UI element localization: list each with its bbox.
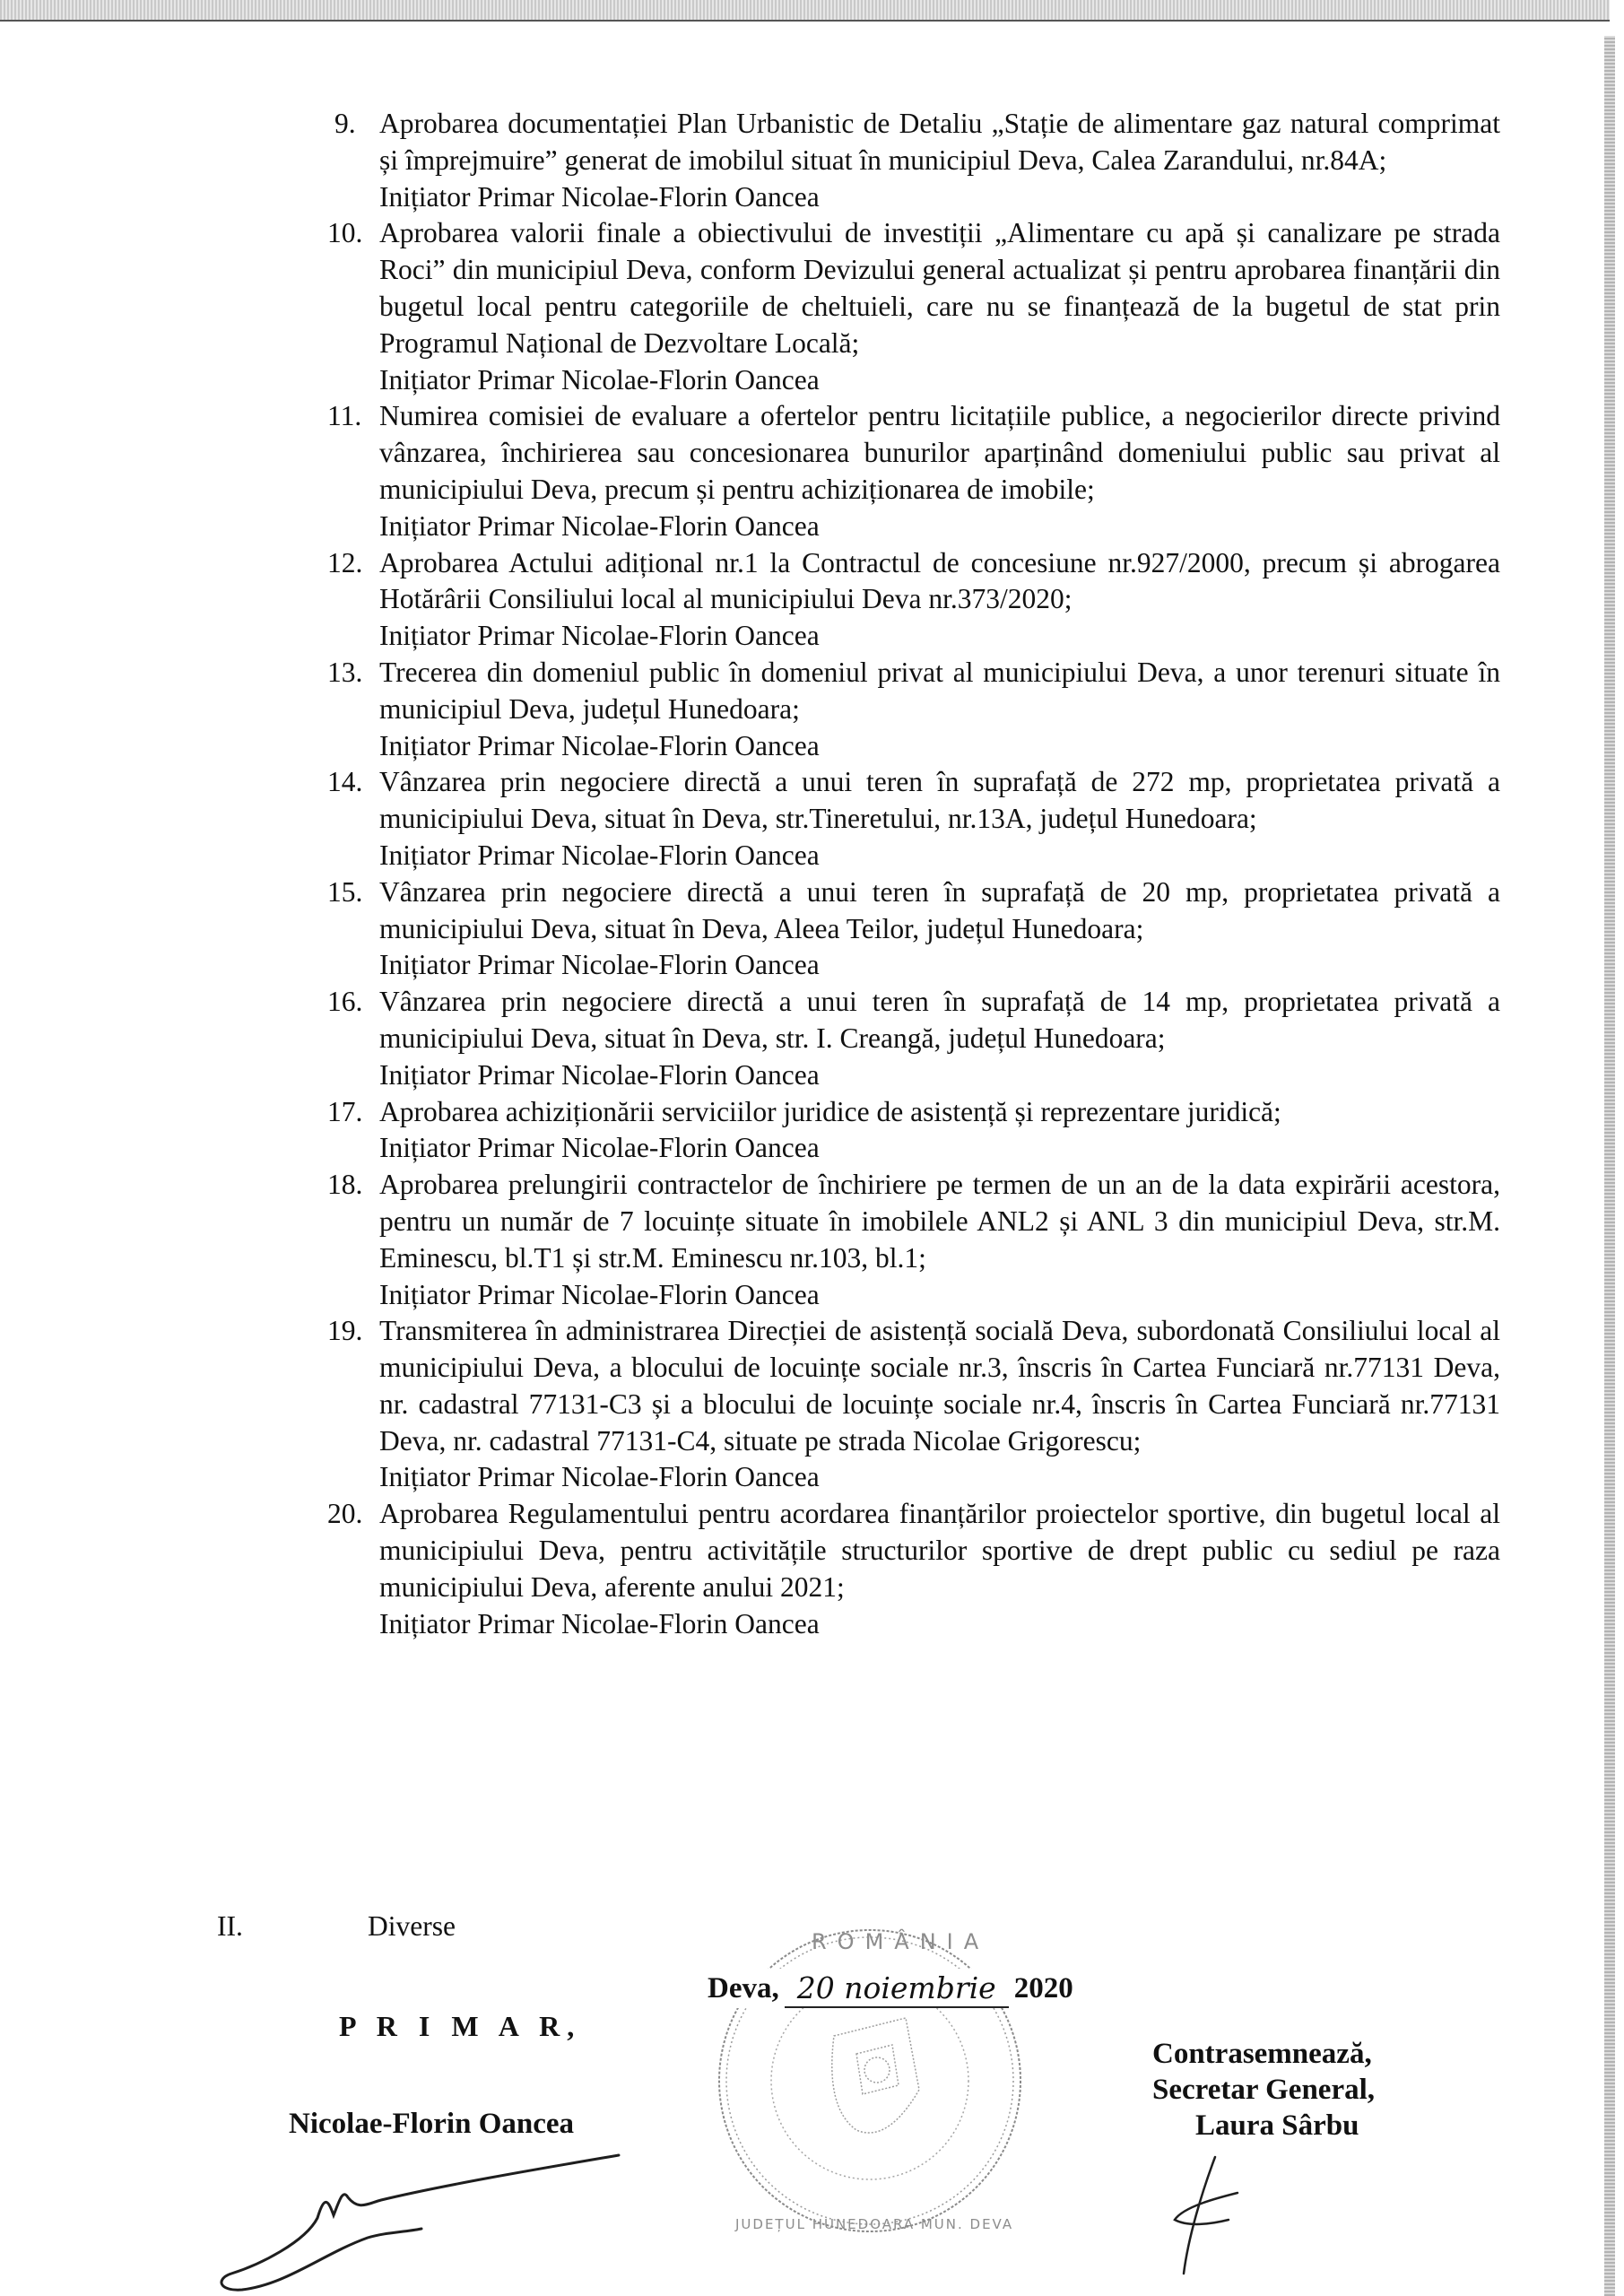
- agenda-item-number: 9.: [334, 108, 356, 139]
- agenda-item-number: 12.: [327, 546, 363, 578]
- date-line: [704, 1969, 1077, 2008]
- date-handwritten: 20 noiembrie: [785, 1970, 1009, 2008]
- countersign-name: Laura Sârbu: [1195, 2109, 1359, 2142]
- agenda-item-number: 10.: [327, 217, 363, 249]
- agenda-item: [327, 984, 1500, 1093]
- agenda-item: [327, 764, 1500, 874]
- agenda-item-initiator: Inițiator Primar Nicolae-Florin Oancea: [379, 1461, 820, 1493]
- agenda-item-text: Aprobarea Actului adițional nr.1 la Contractul de concesiune nr.927/2000, precum și abrogarea Hotărârii Consiliului local al municipiului Deva nr.373/2020;: [379, 546, 1500, 615]
- stamp-text-top: ROMÂNIA: [812, 1929, 990, 1954]
- agenda-item-text: Vânzarea prin negociere directă a unui teren în suprafață de 20 mp, proprietatea privată a municipiului Deva, situat în Deva, Aleea Teilor, județul Hunedoara;: [379, 875, 1500, 944]
- mayor-name: Nicolae-Florin Oancea: [289, 2108, 575, 2140]
- agenda-item-number: 20.: [327, 1498, 363, 1530]
- agenda-item: [327, 1094, 1500, 1168]
- section-number: II.: [217, 1910, 243, 1942]
- agenda-item-number: 17.: [327, 1095, 363, 1127]
- scan-edge-top: [0, 0, 1610, 22]
- date-place: Deva,: [708, 1972, 779, 2005]
- scan-edge-right: [1604, 36, 1615, 2296]
- agenda-item-text: Aprobarea valorii finale a obiectivului de investiții „Alimentare cu apă și canalizare pe strada Roci” din municipiul Deva, conform Devizului general actualizat și pentru aprobarea finanțării din bugetul local pentru categoriile de cheltuieli, care nu se finanțează de la bugetul de stat prin Programul Național de Dezvoltare Locală;: [379, 217, 1500, 359]
- agenda-item-number: 15.: [327, 875, 363, 908]
- agenda-item: [327, 1167, 1500, 1313]
- agenda-item-initiator: Inițiator Primar Nicolae-Florin Oancea: [379, 620, 820, 652]
- agenda-item: [327, 655, 1500, 764]
- agenda-item-number: 13.: [327, 656, 363, 688]
- agenda-item-text: Vânzarea prin negociere directă a unui teren în suprafață de 14 mp, proprietatea privată a municipiului Deva, situat în Deva, str. I. Creangă, județul Hunedoara;: [379, 986, 1500, 1054]
- agenda-item-initiator: Inițiator Primar Nicolae-Florin Oancea: [379, 509, 820, 542]
- agenda-item: [327, 1496, 1500, 1642]
- agenda-item-text: Transmiterea în administrarea Direcției de asistență socială Deva, subordonată Consiliului local al municipiului Deva, a blocului de locuințe sociale nr.3, înscris în Cartea Funciară nr.77131 Deva, nr. cadastral 77131-C3 și a blocului de locuințe sociale nr.4, înscris în Cartea Funciară nr.77131 Deva, nr. cadastral 77131-C4, situate pe strada Nicolae Grigorescu;: [379, 1315, 1500, 1457]
- mayor-signature: [215, 2148, 628, 2292]
- agenda-item-initiator: Inițiator Primar Nicolae-Florin Oancea: [379, 180, 820, 213]
- agenda-item: [327, 545, 1500, 655]
- agenda-item-text: Numirea comisiei de evaluare a ofertelor pentru licitațiile publice, a negocierilor directe privind vânzarea, închirierea sau concesionarea bunurilor aparținând domeniului public sau privat al municipiului Deva, precum și pentru achiziționarea de imobile;: [379, 400, 1500, 505]
- agenda-item-text: Aprobarea documentației Plan Urbanistic de Detaliu „Stație de alimentare gaz natural comprimat și împrejmuire” generat de imobilul situat în municipiul Deva, Calea Zarandului, nr.84A;: [379, 108, 1500, 176]
- agenda-item-number: 18.: [327, 1169, 363, 1201]
- agenda-item-initiator: Inițiator Primar Nicolae-Florin Oancea: [379, 363, 820, 396]
- date-year: 2020: [1013, 1972, 1073, 2005]
- agenda-item-initiator: Inițiator Primar Nicolae-Florin Oancea: [379, 1058, 820, 1091]
- agenda-item-initiator: Inițiator Primar Nicolae-Florin Oancea: [379, 1132, 820, 1164]
- agenda-item-number: 19.: [327, 1315, 363, 1347]
- agenda-item-number: 16.: [327, 986, 363, 1018]
- secretary-signature: [1148, 2148, 1255, 2283]
- agenda-item-initiator: Inițiator Primar Nicolae-Florin Oancea: [379, 949, 820, 981]
- agenda-item-text: Aprobarea prelungirii contractelor de închiriere pe termen de un an de la data expirării acestora, pentru un număr de 7 locuințe situate în imobilele ANL2 și ANL 3 din municipiul Deva, str.M. Eminescu, bl.T1 și str.M. Eminescu nr.103, bl.1;: [379, 1169, 1500, 1274]
- agenda-item: [334, 106, 1500, 215]
- agenda-item-text: Vânzarea prin negociere directă a unui teren în suprafață de 272 mp, proprietatea privată a municipiului Deva, situat în Deva, str.Tineretului, nr.13A, județul Hunedoara;: [379, 766, 1500, 835]
- agenda-item-number: 14.: [327, 766, 363, 798]
- coat-of-arms-icon: [832, 2018, 919, 2133]
- agenda-item-text: Aprobarea achiziționării serviciilor juridice de asistență și reprezentare juridică;: [379, 1095, 1281, 1127]
- agenda-item-number: 11.: [327, 400, 362, 432]
- countersign-label: Contrasemnează,: [1152, 2038, 1372, 2070]
- mayor-title: P R I M A R,: [339, 2010, 582, 2042]
- agenda-item-text: Aprobarea Regulamentului pentru acordarea finanțărilor proiectelor sportive, din bugetul local al municipiului Deva, pentru activitățile structurilor sportive de drept public cu sediul pe raza municipiului Deva, aferente anului 2021;: [379, 1498, 1500, 1603]
- agenda-item-initiator: Inițiator Primar Nicolae-Florin Oancea: [379, 729, 820, 761]
- countersign-role: Secretar General,: [1152, 2074, 1376, 2106]
- countersign-block: [1152, 2036, 1375, 2144]
- agenda-item: [327, 1313, 1500, 1496]
- agenda-item: [327, 215, 1500, 398]
- section-title: Diverse: [368, 1910, 456, 1942]
- agenda-item-initiator: Inițiator Primar Nicolae-Florin Oancea: [379, 1607, 820, 1639]
- agenda-item-text: Trecerea din domeniul public în domeniul privat al municipiului Deva, a unor terenuri situate în municipiul Deva, județul Hunedoara;: [379, 656, 1500, 725]
- official-stamp: [708, 1919, 1031, 2242]
- stamp-text-bottom: JUDEȚUL HUNEDOARA MUN. DEVA: [735, 2216, 1014, 2232]
- agenda-item: [327, 398, 1500, 544]
- agenda-item-initiator: Inițiator Primar Nicolae-Florin Oancea: [379, 839, 820, 871]
- agenda-list: [327, 106, 1500, 1642]
- agenda-item-initiator: Inițiator Primar Nicolae-Florin Oancea: [379, 1278, 820, 1310]
- agenda-item: [327, 874, 1500, 984]
